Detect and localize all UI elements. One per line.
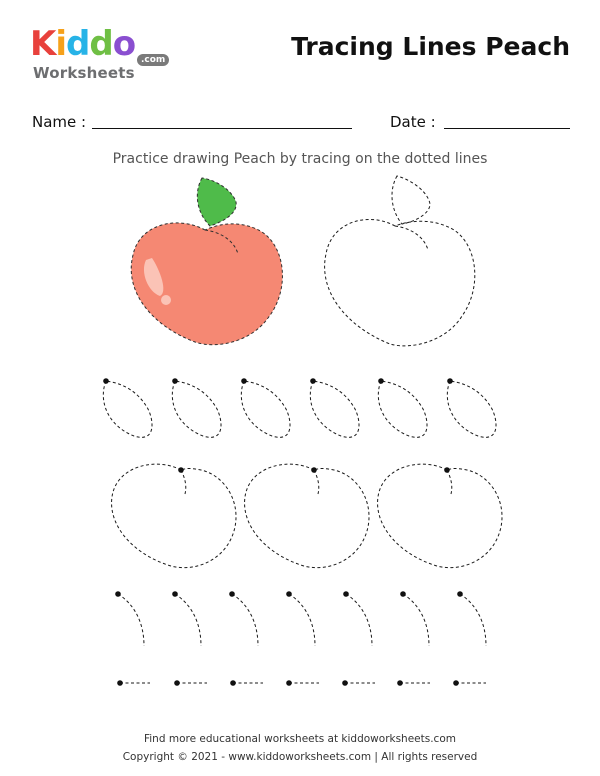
logo-subtitle: Worksheets [33, 64, 135, 82]
peach-highlight-dot [161, 295, 171, 305]
logo-letter: d [89, 24, 113, 64]
curve-trace [343, 591, 372, 646]
leaf-trace [310, 378, 359, 437]
body-trace-row [112, 464, 502, 568]
leaf-trace-row [103, 378, 496, 437]
logo-letter: o [112, 24, 136, 64]
peach-outline-trace [325, 176, 475, 346]
peach-outline-body [325, 219, 475, 345]
peach-illustration [131, 178, 282, 345]
curve-trace [286, 591, 315, 646]
dash-trace [230, 680, 263, 686]
leaf-trace [241, 378, 290, 437]
curve-trace-row [115, 591, 486, 646]
curve-trace [400, 591, 429, 646]
peach-outline-crease [395, 226, 428, 250]
logo-letter: i [55, 24, 67, 64]
dash-trace [342, 680, 375, 686]
leaf-trace [103, 378, 152, 437]
curve-trace [172, 591, 201, 646]
name-label: Name : [32, 113, 87, 131]
body-trace [112, 464, 236, 568]
page-title: Tracing Lines Peach [291, 32, 570, 61]
leaf-trace [172, 378, 221, 437]
date-label: Date : [390, 113, 436, 131]
dash-trace [286, 680, 319, 686]
curve-trace [115, 591, 144, 646]
body-trace [378, 464, 502, 568]
dash-trace [117, 680, 150, 686]
logo-letter: d [66, 24, 90, 64]
peach-leaf [197, 178, 236, 226]
leaf-trace [447, 378, 496, 437]
instruction-text: Practice drawing Peach by tracing on the dotted lines [112, 151, 488, 167]
curve-trace [457, 591, 486, 646]
logo-com-badge: .com [137, 54, 169, 66]
footer-copyright: Copyright © 2021 - www.kiddoworksheets.com | All rights reserved [122, 751, 478, 763]
body-trace [245, 464, 369, 568]
curve-trace [229, 591, 258, 646]
dash-trace [397, 680, 430, 686]
logo-letter: K [30, 24, 56, 64]
leaf-trace [378, 378, 427, 437]
peach-outline-leaf [392, 176, 430, 224]
dash-trace [174, 680, 207, 686]
dash-trace [453, 680, 486, 686]
footer-promo: Find more educational worksheets at kiddoworksheets.com [143, 733, 456, 745]
dash-trace-row [117, 680, 486, 686]
